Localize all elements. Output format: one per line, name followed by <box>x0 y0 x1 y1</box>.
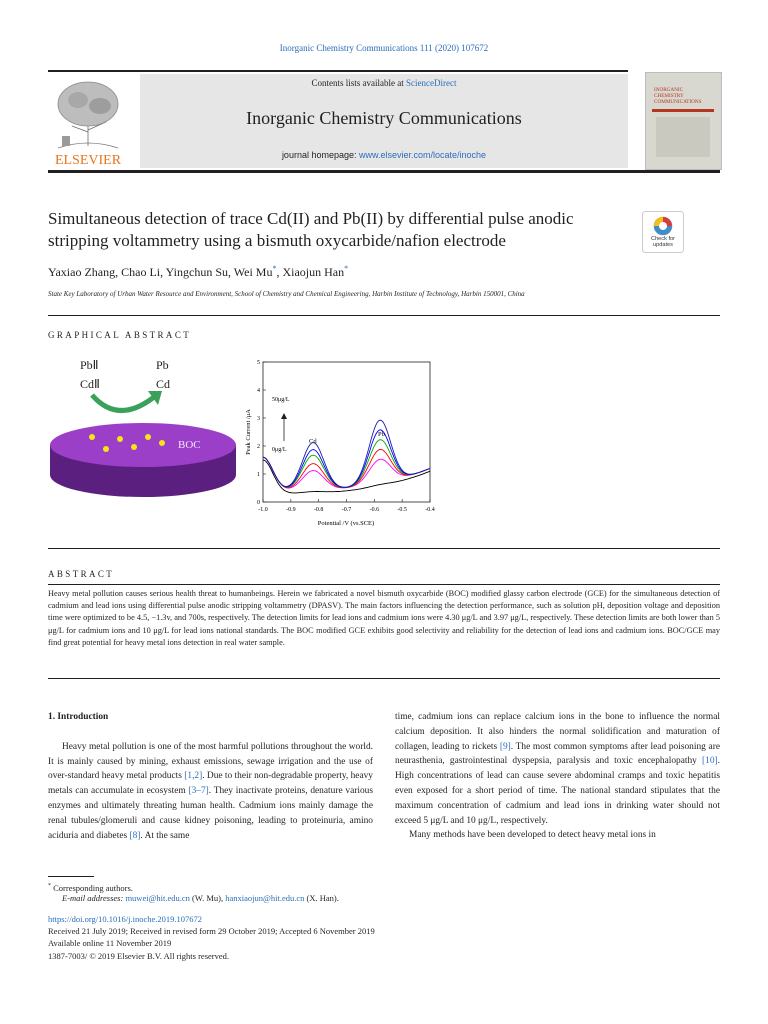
footnote-rule <box>48 876 94 877</box>
dpasv-chart <box>240 355 440 530</box>
citation-8[interactable]: [8] <box>129 830 141 841</box>
rule-abstract-top <box>48 584 720 585</box>
y-tick-label: 5 <box>257 360 260 366</box>
corresponding-text: Corresponding authors. <box>53 882 133 893</box>
y-tick-label: 3 <box>257 416 260 422</box>
header-top-rule <box>48 70 628 72</box>
intro-text-7: . High concentrations of lead can cause severe abdominal cramps and toxic hepatitis even exposed for a short period of time. The national standard stipulates that the maximum concentration of cadmium and lead ions in drinking water should not exceed 5 μg/L and 10 μg/L, respectively. <box>395 756 720 826</box>
citation-9[interactable]: [9] <box>499 741 511 752</box>
journal-cover-thumbnail[interactable] <box>645 72 722 170</box>
author-last: Xiaojun Han <box>282 265 345 279</box>
email-name-han: (X. Han). <box>304 893 339 903</box>
sciencedirect-link[interactable]: ScienceDirect <box>406 78 457 88</box>
author-list <box>48 264 648 280</box>
left-column <box>48 710 373 843</box>
authors-plain: Yaxiao Zhang, Chao Li, Yingchun Su, Wei Mu <box>48 265 273 279</box>
intro-text-6: . The most common symptoms after lead poisoning are neurasthenia, gastrointestinal dyspepsia, paralysis and toxic encephalopathy <box>395 741 720 767</box>
received-dates: Received 21 July 2019; Received in revised form 29 October 2019; Accepted 6 November 2019 <box>48 926 375 936</box>
check-for-updates-button[interactable] <box>642 211 684 253</box>
dpasv-series-line <box>263 430 430 487</box>
x-tick-label: -0.9 <box>286 507 296 513</box>
scheme-cd-ion: CdⅡ <box>80 377 100 391</box>
intro-paragraph-2 <box>395 710 720 828</box>
chart-xlabel: Potential /V (vs.SCE) <box>317 520 375 527</box>
citation-1-2[interactable]: [1,2] <box>184 771 203 782</box>
cover-body <box>656 117 710 157</box>
annotation-top-concentration: 50μg/L <box>272 397 290 403</box>
cover-title-line-2: CHEMISTRY <box>654 93 684 99</box>
right-column <box>395 710 720 843</box>
corresponding-mark-2[interactable]: * <box>344 264 349 273</box>
tree-icon <box>58 82 118 148</box>
cover-title-line-1: INORGANIC <box>654 87 684 93</box>
crossmark-label: Check for updates <box>651 236 675 249</box>
reaction-arrow-icon <box>92 391 162 411</box>
y-tick-label: 0 <box>257 500 260 506</box>
article-title-line-2: stripping voltammetry using a bismuth oxycarbide/nafion electrode <box>48 231 506 250</box>
y-tick-label: 2 <box>257 444 260 450</box>
dpasv-series-line <box>263 420 430 487</box>
intro-text-2: . Due to their non-degradable property, heavy metals can accumulate in ecosystem <box>48 771 373 797</box>
scheme-cd-metal: Cd <box>156 377 171 391</box>
annotation-cd-peak: Cd <box>309 438 317 445</box>
homepage-prefix: journal homepage: <box>281 150 359 160</box>
intro-text-1: Heavy metal pollution is one of the most harmful pollutions throughout the world. It is mainly caused by mining, exhaust emissions, sewage irrigation and the use of over-standard heavy metal products <box>48 741 373 782</box>
boc-electrode-disk <box>50 423 236 497</box>
intro-paragraph-3: Many methods have been developed to detect heavy metal ions in <box>409 830 656 841</box>
intro-text-4: . At the same <box>140 830 190 841</box>
y-tick-label: 1 <box>257 472 260 478</box>
scheme-boc-label: BOC <box>178 439 201 451</box>
elsevier-tree-logo <box>48 76 128 168</box>
contents-prefix: Contents lists available at <box>311 78 406 88</box>
publisher-name: ELSEVIER <box>54 153 122 168</box>
homepage-link[interactable]: www.elsevier.com/locate/inoche <box>359 150 487 160</box>
annotation-pb-peak: Pb <box>378 431 385 438</box>
corresponding-footnote: * Corresponding authors. <box>48 882 133 893</box>
author-separator: , <box>276 265 283 279</box>
cover-stripe <box>652 109 714 112</box>
affiliation: State Key Laboratory of Urban Water Resource and Environment, School of Chemistry and Chemical Engineering, Harbin Institute of Technology, Harbin 150001, China <box>48 290 525 298</box>
email-footnote <box>62 893 482 905</box>
intro-paragraph-1 <box>48 740 373 844</box>
annotation-bottom-concentration: 0μg/L <box>272 447 287 453</box>
email-name-mu: (W. Mu), <box>189 893 226 903</box>
dpasv-series-line <box>263 440 430 488</box>
article-title <box>48 208 638 252</box>
intro-text-5: time, cadmium ions can replace calcium ions in the bone to influence the normal calcium deposition. It also hinders the normal solidification and maturation of collagen, leading to rickets <box>395 712 720 752</box>
chart-frame <box>263 362 430 502</box>
email-link-han[interactable]: hanxiaojun@hit.edu.cn <box>225 893 305 903</box>
concentration-arrow-icon <box>281 413 287 441</box>
cover-title-line-3: COMMUNICATIONS <box>654 99 702 105</box>
journal-reference-link[interactable]: Inorganic Chemistry Communications 111 (2020) 107672 <box>279 43 489 53</box>
email-link-mu[interactable]: muwei@hit.edu.cn <box>125 893 190 903</box>
x-tick-label: -0.5 <box>397 507 407 513</box>
journal-title: Inorganic Chemistry Communications <box>246 108 522 128</box>
copyright: 1387-7003/ © 2019 Elsevier B.V. All rights reserved. <box>48 951 230 961</box>
article-title-line-1: Simultaneous detection of trace Cd(II) and Pb(II) by differential pulse anodic <box>48 209 574 228</box>
x-tick-label: -0.7 <box>341 507 352 513</box>
doi-link[interactable]: https://doi.org/10.1016/j.inoche.2019.107672 <box>48 914 203 924</box>
citation-3-7[interactable]: [3–7] <box>188 786 209 797</box>
x-tick-label: -0.4 <box>425 507 435 513</box>
corresponding-mark-1[interactable]: * <box>272 264 277 273</box>
introduction-heading: 1. Introduction <box>48 712 109 722</box>
x-tick-label: -1.0 <box>258 507 268 513</box>
homepage-line <box>140 150 628 160</box>
x-tick-label: -0.6 <box>369 507 380 513</box>
contents-line <box>140 78 628 88</box>
intro-text-3: . They inactivate proteins, denature various enzymes and ultimately threating human health. Cadmium ions mainly damage the renal tubules/glomeruli and cause kidney poisoning, leading to proteinuria, amino aciduria and diabetes <box>48 786 373 841</box>
x-tick-label: -0.8 <box>313 507 324 513</box>
citation-10[interactable]: [10] <box>702 756 718 767</box>
abstract-text: Heavy metal pollution causes serious health threat to humanbeings. Herein we fabricated a novel bismuth oxycarbide (BOC) modified glassy carbon electrode (GCE) for the simultaneous detection of cadmium and lead ions using differential pulse anodic stripping voltammetry (DPASV). The main factors influencing the detection performance, such as solution pH, deposition voltage and deposition time were optimized to be 4.5, −1.3v, and 700s, respectively. The detection limits for lead ions and cadmium ions were 4.30 μg/L and 3.97 μg/L, respectively. These detection limits are both lower than 5 μg/L for cadmium ions and 10 μg/L for lead ions national standards. The BOC modified GCE exhibits good selectivity and reliability for the detection of lead ions and cadmium ions. BOC/GCE may find great potential for heavy metal ions detection in real water sample. <box>48 589 720 647</box>
abstract-heading: ABSTRACT <box>48 569 115 579</box>
y-tick-label: 4 <box>257 388 260 394</box>
scheme-pb-metal: Pb <box>156 358 169 372</box>
electrode-scheme <box>48 355 238 515</box>
scheme-pb-ion: PbⅡ <box>80 358 99 372</box>
header-bottom-rule <box>48 170 720 173</box>
rule-graphical-abstract-bottom <box>48 548 720 549</box>
rule-abstract-bottom <box>48 678 720 679</box>
graphical-abstract-heading: GRAPHICAL ABSTRACT <box>48 330 192 340</box>
chart-ylabel: Peak Current /μA <box>245 409 252 455</box>
online-date: Available online 11 November 2019 <box>48 938 172 948</box>
rule-graphical-abstract-top <box>48 315 720 316</box>
dpasv-series-line <box>263 450 430 488</box>
email-label: E-mail addresses: <box>62 893 126 903</box>
